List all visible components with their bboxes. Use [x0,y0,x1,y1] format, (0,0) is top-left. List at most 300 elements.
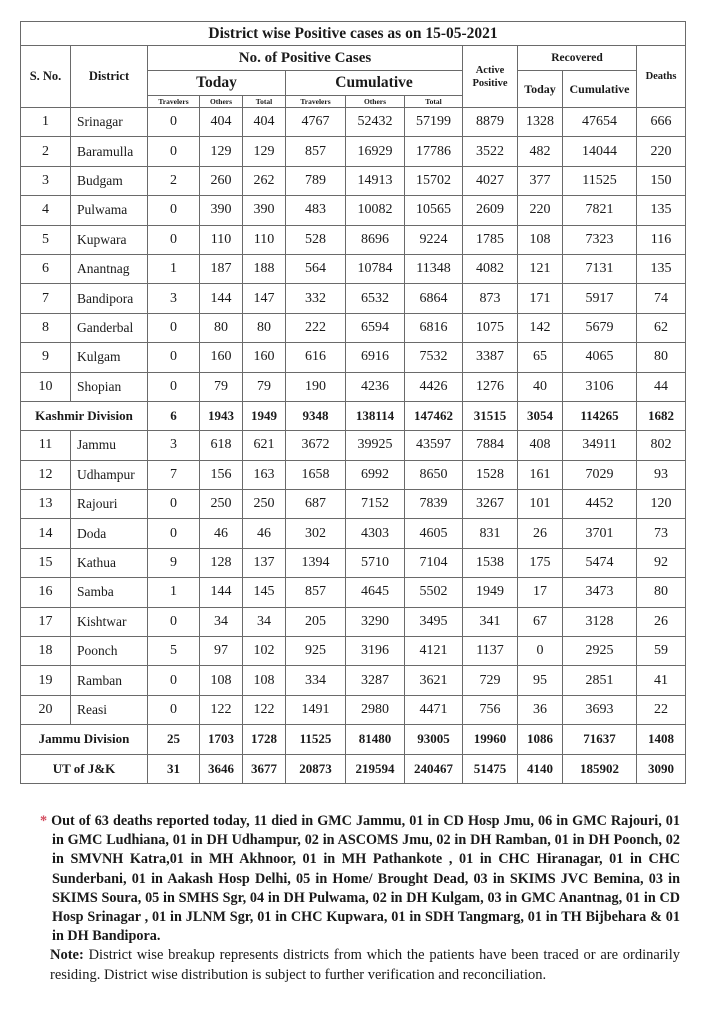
cell-t-tot: 163 [243,460,286,489]
table-row [21,372,686,401]
cell-c-trav: 302 [286,519,346,548]
header-cum-others: Others [346,96,405,108]
cell-t-oth: 1703 [200,725,243,754]
cell-c-tot: 3495 [405,607,463,636]
cell-district: Srinagar [71,108,148,137]
cell-district: Samba [71,578,148,607]
cell-c-oth: 81480 [346,725,405,754]
cell-sno: 18 [21,637,71,666]
cell-r-today: 0 [518,637,563,666]
cell-t-trav: 0 [148,607,200,636]
header-sno: S. No. [21,46,71,108]
cell-r-today: 121 [518,254,563,283]
cell-t-trav: 3 [148,431,200,460]
cell-r-cum: 4452 [563,490,637,519]
cell-t-oth: 144 [200,284,243,313]
table-row [21,695,686,724]
cell-c-trav: 332 [286,284,346,313]
note-label: Note: [50,947,84,963]
cell-active: 729 [463,666,518,695]
cell-r-cum: 3128 [563,607,637,636]
district-cases-table [20,21,686,784]
cell-c-tot: 7532 [405,343,463,372]
ut-total-row-label: UT of J&K [21,754,148,783]
table-row [21,578,686,607]
cell-t-oth: 79 [200,372,243,401]
cell-t-oth: 144 [200,578,243,607]
cell-sno: 3 [21,166,71,195]
cell-t-oth: 129 [200,137,243,166]
cell-c-trav: 1491 [286,695,346,724]
table-row [21,343,686,372]
cell-r-today: 171 [518,284,563,313]
cell-c-trav: 222 [286,313,346,342]
cell-active: 7884 [463,431,518,460]
cell-c-oth: 10082 [346,196,405,225]
header-today-travelers: Travelers [148,96,200,108]
cell-c-oth: 219594 [346,754,405,783]
cell-active: 1137 [463,637,518,666]
cell-c-oth: 138114 [346,401,405,430]
cell-sno: 10 [21,372,71,401]
cell-deaths: 26 [637,607,686,636]
cell-deaths: 92 [637,548,686,577]
cell-deaths: 22 [637,695,686,724]
cell-deaths: 62 [637,313,686,342]
cell-t-tot: 108 [243,666,286,695]
cell-c-trav: 4767 [286,108,346,137]
cell-r-cum: 71637 [563,725,637,754]
cell-r-today: 482 [518,137,563,166]
cell-sno: 15 [21,548,71,577]
cell-c-trav: 1658 [286,460,346,489]
cell-r-today: 161 [518,460,563,489]
cell-c-oth: 4236 [346,372,405,401]
cell-t-trav: 0 [148,695,200,724]
cell-sno: 14 [21,519,71,548]
note-text: District wise breakup represents districts from which the patients have been traced or are ordinarily residing. District wise distribution is subject to further verification and reconciliation. [50,947,680,983]
cell-r-cum: 5474 [563,548,637,577]
cell-deaths: 1682 [637,401,686,430]
cell-c-oth: 14913 [346,166,405,195]
cell-r-cum: 47654 [563,108,637,137]
cell-c-tot: 17786 [405,137,463,166]
cell-district: Kathua [71,548,148,577]
cell-t-tot: 137 [243,548,286,577]
cell-t-trav: 0 [148,225,200,254]
cell-deaths: 3090 [637,754,686,783]
cell-c-tot: 147462 [405,401,463,430]
cell-c-oth: 2980 [346,695,405,724]
asterisk-marker: * [40,813,48,829]
table-row [21,225,686,254]
cell-active: 4027 [463,166,518,195]
table-row [21,519,686,548]
cell-r-today: 65 [518,343,563,372]
cell-district: Ganderbal [71,313,148,342]
cell-t-trav: 3 [148,284,200,313]
cell-active: 1949 [463,578,518,607]
table-row [21,490,686,519]
kashmir-division-total-row [21,401,686,430]
cell-r-cum: 2925 [563,637,637,666]
cell-sno: 13 [21,490,71,519]
cell-t-oth: 1943 [200,401,243,430]
cell-c-tot: 4605 [405,519,463,548]
cell-t-tot: 621 [243,431,286,460]
cell-c-tot: 240467 [405,754,463,783]
cell-c-tot: 11348 [405,254,463,283]
cell-t-oth: 3646 [200,754,243,783]
header-today-others: Others [200,96,243,108]
cell-t-trav: 0 [148,313,200,342]
cell-active: 1538 [463,548,518,577]
cell-active: 8879 [463,108,518,137]
cell-c-tot: 15702 [405,166,463,195]
cell-t-tot: 1949 [243,401,286,430]
cell-r-today: 101 [518,490,563,519]
table-row [21,254,686,283]
table-row [21,431,686,460]
table-row [21,637,686,666]
cell-district: Reasi [71,695,148,724]
kashmir-division-total-row-label: Kashmir Division [21,401,148,430]
cell-deaths: 120 [637,490,686,519]
cell-c-oth: 3287 [346,666,405,695]
cell-c-tot: 5502 [405,578,463,607]
cell-c-trav: 20873 [286,754,346,783]
cell-c-oth: 5710 [346,548,405,577]
header-positive-cases: No. of Positive Cases [148,46,463,71]
cell-t-tot: 34 [243,607,286,636]
cell-c-tot: 4426 [405,372,463,401]
cell-active: 341 [463,607,518,636]
cell-r-today: 26 [518,519,563,548]
cell-sno: 16 [21,578,71,607]
cell-c-oth: 6532 [346,284,405,313]
cell-t-tot: 110 [243,225,286,254]
table-row [21,196,686,225]
cell-r-today: 67 [518,607,563,636]
cell-deaths: 41 [637,666,686,695]
cell-c-tot: 9224 [405,225,463,254]
cell-c-trav: 9348 [286,401,346,430]
cell-r-cum: 7131 [563,254,637,283]
cell-sno: 7 [21,284,71,313]
cell-t-oth: 250 [200,490,243,519]
cell-active: 1528 [463,460,518,489]
cell-district: Shopian [71,372,148,401]
table-row [21,313,686,342]
cell-t-oth: 160 [200,343,243,372]
cell-sno: 11 [21,431,71,460]
cell-t-tot: 122 [243,695,286,724]
cell-district: Doda [71,519,148,548]
cell-active: 2609 [463,196,518,225]
cell-r-today: 4140 [518,754,563,783]
cell-active: 1276 [463,372,518,401]
cell-t-trav: 0 [148,372,200,401]
cell-deaths: 150 [637,166,686,195]
cell-t-tot: 1728 [243,725,286,754]
cell-t-trav: 31 [148,754,200,783]
cell-c-oth: 6992 [346,460,405,489]
cell-deaths: 73 [637,519,686,548]
cell-r-today: 36 [518,695,563,724]
cell-sno: 19 [21,666,71,695]
table-row [21,284,686,313]
cell-district: Jammu [71,431,148,460]
header-active-positive: Active Positive [463,46,518,108]
cell-c-trav: 925 [286,637,346,666]
cell-c-trav: 564 [286,254,346,283]
cell-sno: 5 [21,225,71,254]
header-today: Today [148,71,286,96]
cell-deaths: 220 [637,137,686,166]
cell-t-oth: 390 [200,196,243,225]
table-row [21,607,686,636]
footnote-text: Out of 63 deaths reported today, 11 died in GMC Jammu, 01 in CD Hosp Jmu, 06 in GMC Rajouri, 01 in GMC Ludhiana, 01 in DH Udhampur, 02 in ASCOMS Jmu, 02 in DH Ramban, 01 in DH Poonch, 02 in SMVNH Katra,01 in MH Akhnoor, 01 in MH Pathankote , 01 in CHC Hiranagar, 01 in CHC Sunderbani, 01 in Aakash Hosp Delhi, 05 in Home/ Brought Dead, 03 in SKIMS JVC Bemina, 03 in SKIMS Soura, 05 in SMHS Sgr, 04 in DH Pulwama, 02 in DH Kulgam, 03 in GMC Anantnag, 01 in CD Hosp Srinagar , 01 in JLNM Sgr, 01 in CHC Kupwara, 01 in SDH Tangmarg, 01 in TH Bijbehara & 01 in DH Bandipora. [51,813,680,945]
cell-t-tot: 404 [243,108,286,137]
cell-c-tot: 3621 [405,666,463,695]
cell-active: 3267 [463,490,518,519]
cell-sno: 8 [21,313,71,342]
cell-c-trav: 857 [286,137,346,166]
cell-t-oth: 46 [200,519,243,548]
cell-deaths: 80 [637,343,686,372]
cell-c-tot: 43597 [405,431,463,460]
table-row [21,108,686,137]
cell-district: Rajouri [71,490,148,519]
cell-deaths: 802 [637,431,686,460]
cell-r-today: 220 [518,196,563,225]
cell-sno: 1 [21,108,71,137]
table-row [21,666,686,695]
cell-deaths: 93 [637,460,686,489]
cell-c-trav: 528 [286,225,346,254]
cell-deaths: 1408 [637,725,686,754]
cell-active: 1075 [463,313,518,342]
cell-t-oth: 34 [200,607,243,636]
cell-c-tot: 4471 [405,695,463,724]
cell-c-trav: 205 [286,607,346,636]
cell-r-cum: 11525 [563,166,637,195]
cell-c-tot: 93005 [405,725,463,754]
cell-c-trav: 1394 [286,548,346,577]
cell-r-cum: 5917 [563,284,637,313]
cell-sno: 6 [21,254,71,283]
cell-t-tot: 80 [243,313,286,342]
cell-r-today: 175 [518,548,563,577]
cell-active: 3522 [463,137,518,166]
cell-c-oth: 6916 [346,343,405,372]
cell-c-tot: 6816 [405,313,463,342]
cell-t-trav: 0 [148,490,200,519]
cell-r-cum: 2851 [563,666,637,695]
cell-t-tot: 3677 [243,754,286,783]
cell-t-tot: 46 [243,519,286,548]
cell-r-cum: 185902 [563,754,637,783]
cell-r-cum: 7323 [563,225,637,254]
cell-r-today: 17 [518,578,563,607]
cell-r-cum: 14044 [563,137,637,166]
jammu-division-total-row [21,725,686,754]
jammu-division-total-row-label: Jammu Division [21,725,148,754]
cell-sno: 9 [21,343,71,372]
cell-r-cum: 5679 [563,313,637,342]
cell-deaths: 74 [637,284,686,313]
cell-deaths: 116 [637,225,686,254]
cell-c-oth: 10784 [346,254,405,283]
cell-active: 19960 [463,725,518,754]
cell-t-trav: 0 [148,196,200,225]
cell-t-oth: 156 [200,460,243,489]
cell-t-oth: 108 [200,666,243,695]
cell-sno: 4 [21,196,71,225]
cell-t-tot: 102 [243,637,286,666]
cell-district: Kishtwar [71,607,148,636]
cell-deaths: 666 [637,108,686,137]
cell-t-oth: 128 [200,548,243,577]
cell-t-trav: 1 [148,578,200,607]
cell-t-oth: 404 [200,108,243,137]
cell-t-trav: 0 [148,519,200,548]
cell-t-oth: 618 [200,431,243,460]
cell-active: 51475 [463,754,518,783]
cell-r-today: 142 [518,313,563,342]
cell-c-trav: 857 [286,578,346,607]
cell-deaths: 44 [637,372,686,401]
table-title: District wise Positive cases as on 15-05-2021 [21,22,686,46]
table-row [21,548,686,577]
cell-district: Udhampur [71,460,148,489]
cell-t-trav: 9 [148,548,200,577]
cell-t-trav: 0 [148,108,200,137]
cell-r-today: 95 [518,666,563,695]
cell-c-tot: 8650 [405,460,463,489]
cell-c-oth: 6594 [346,313,405,342]
cell-active: 831 [463,519,518,548]
table-row [21,137,686,166]
cell-active: 873 [463,284,518,313]
cell-t-oth: 80 [200,313,243,342]
cell-r-cum: 3106 [563,372,637,401]
cell-district: Budgam [71,166,148,195]
cell-t-trav: 0 [148,343,200,372]
cell-deaths: 59 [637,637,686,666]
cell-c-tot: 6864 [405,284,463,313]
cell-t-trav: 6 [148,401,200,430]
cell-t-tot: 390 [243,196,286,225]
cell-c-oth: 4645 [346,578,405,607]
cell-t-trav: 0 [148,666,200,695]
cell-t-tot: 145 [243,578,286,607]
header-cum-total: Total [405,96,463,108]
cell-t-oth: 122 [200,695,243,724]
cell-t-oth: 110 [200,225,243,254]
cell-r-today: 40 [518,372,563,401]
cell-c-oth: 3196 [346,637,405,666]
cell-t-tot: 147 [243,284,286,313]
table-row [21,166,686,195]
cell-r-cum: 4065 [563,343,637,372]
cell-t-tot: 129 [243,137,286,166]
header-today-total: Total [243,96,286,108]
cell-t-oth: 187 [200,254,243,283]
note-paragraph [50,946,680,985]
cell-t-tot: 262 [243,166,286,195]
cell-deaths: 135 [637,196,686,225]
cell-r-cum: 3701 [563,519,637,548]
cell-t-tot: 160 [243,343,286,372]
cell-c-tot: 4121 [405,637,463,666]
cell-c-trav: 483 [286,196,346,225]
cell-active: 31515 [463,401,518,430]
cell-c-trav: 334 [286,666,346,695]
header-recovered: Recovered [518,46,637,71]
ut-total-row [21,754,686,783]
cell-c-trav: 687 [286,490,346,519]
cell-r-today: 408 [518,431,563,460]
cell-c-oth: 3290 [346,607,405,636]
cell-sno: 2 [21,137,71,166]
cell-t-trav: 0 [148,137,200,166]
cell-c-tot: 57199 [405,108,463,137]
cell-deaths: 135 [637,254,686,283]
cell-r-cum: 114265 [563,401,637,430]
cell-r-today: 108 [518,225,563,254]
cell-r-today: 377 [518,166,563,195]
table-row [21,460,686,489]
cell-t-trav: 2 [148,166,200,195]
header-cumulative: Cumulative [286,71,463,96]
cell-t-trav: 5 [148,637,200,666]
cell-t-trav: 1 [148,254,200,283]
cell-c-trav: 789 [286,166,346,195]
cell-r-cum: 3693 [563,695,637,724]
cell-district: Kulgam [71,343,148,372]
cell-t-tot: 250 [243,490,286,519]
cell-c-oth: 8696 [346,225,405,254]
cell-r-today: 1328 [518,108,563,137]
cell-active: 1785 [463,225,518,254]
cell-district: Bandipora [71,284,148,313]
cell-t-oth: 97 [200,637,243,666]
cell-district: Ramban [71,666,148,695]
cell-t-oth: 260 [200,166,243,195]
cell-deaths: 80 [637,578,686,607]
cell-t-tot: 188 [243,254,286,283]
cell-district: Poonch [71,637,148,666]
cell-r-cum: 34911 [563,431,637,460]
cell-c-oth: 39925 [346,431,405,460]
cell-c-trav: 190 [286,372,346,401]
header-district: District [71,46,148,108]
cell-r-cum: 7821 [563,196,637,225]
cell-c-tot: 7839 [405,490,463,519]
cell-sno: 12 [21,460,71,489]
cell-district: Pulwama [71,196,148,225]
cell-r-today: 3054 [518,401,563,430]
cell-district: Kupwara [71,225,148,254]
cell-r-today: 1086 [518,725,563,754]
cell-c-trav: 11525 [286,725,346,754]
cell-district: Anantnag [71,254,148,283]
cell-t-trav: 25 [148,725,200,754]
cell-active: 756 [463,695,518,724]
header-recovered-cumulative: Cumulative [563,71,637,108]
header-recovered-today: Today [518,71,563,108]
